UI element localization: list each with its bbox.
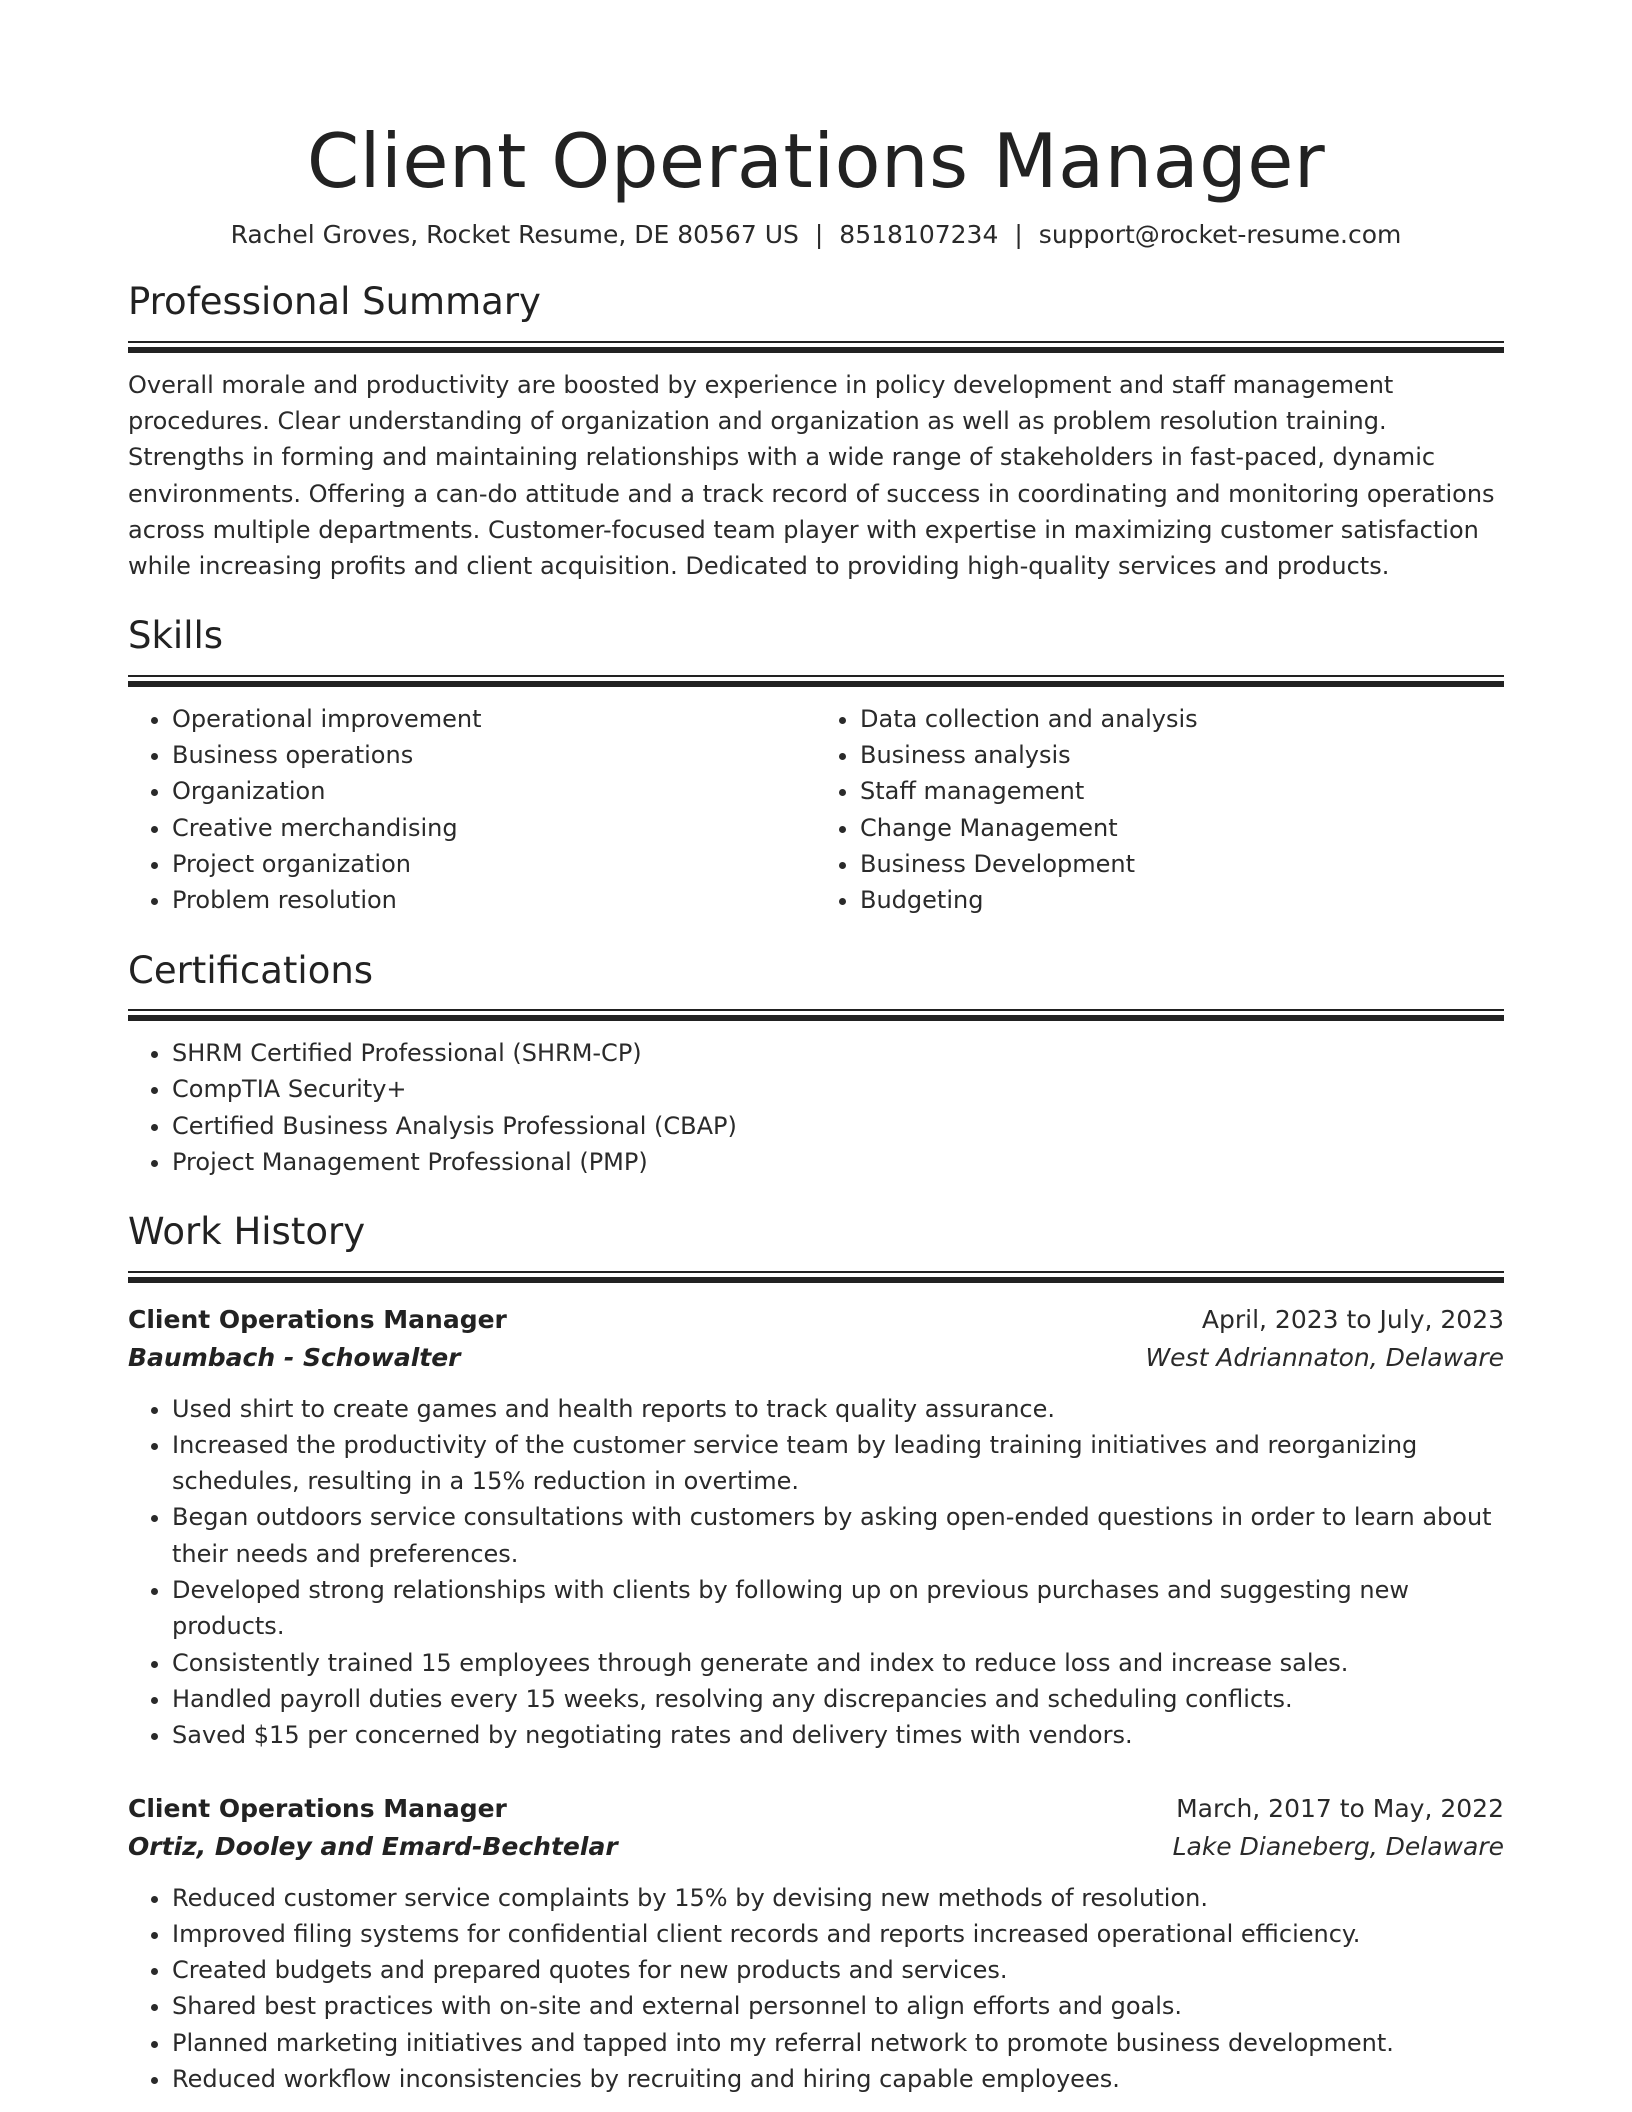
section-divider [128, 1009, 1504, 1021]
contact-phone: 8518107234 [839, 220, 999, 250]
job-duty-item: • Improved filing systems for confidential client records and reports increased operational efficiency. [172, 1916, 1504, 1952]
section-divider [128, 1271, 1504, 1283]
skill-item: • Operational improvement [172, 701, 816, 737]
contact-address: Rachel Groves, Rocket Resume, DE 80567 US [230, 220, 799, 250]
job-duties-list [128, 1391, 1504, 1754]
job-duty-item: • Planned marketing initiatives and tapped into my referral network to promote business development. [172, 2025, 1504, 2061]
job-dates: April, 2023 to July, 2023 [1201, 1304, 1504, 1334]
job-duty-item: • Began outdoors service consultations with customers by asking open-ended questions in order to learn about their needs and preferences. [172, 1499, 1504, 1572]
summary-text: Overall morale and productivity are boosted by experience in policy development and staff management procedures. Clear understanding of organization and organization as well as problem resolution training. Strengths in forming and maintaining relationships with a wide range of stakeholders in fast-paced, dynamic environments. Offering a can-do attitude and a track record of success in coordinating and monitoring operations across multiple departments. Customer-focused team player with expertise in maximizing customer satisfaction while increasing profits and client acquisition. Dedicated to providing high-quality services and products. [128, 370, 1495, 581]
skills-list-left [128, 701, 816, 919]
job-subheader-row [128, 1339, 1504, 1377]
job-location: Lake Dianeberg, Delaware [1172, 1831, 1504, 1861]
skills-section [128, 614, 1504, 918]
contact-separator: | [814, 220, 824, 250]
job-duty-item: • Consistently trained 15 employees through generate and index to reduce loss and increase sales. [172, 1645, 1504, 1681]
skill-item: • Data collection and analysis [860, 701, 1504, 737]
job-duty-item: • Developed strong relationships with clients by following up on previous purchases and suggesting new products. [172, 1572, 1504, 1645]
job-dates: March, 2017 to May, 2022 [1176, 1793, 1504, 1823]
resume-page [128, 118, 1504, 2097]
skill-item: • Business analysis [860, 737, 1504, 773]
job-company: Ortiz, Dooley and Emard-Bechtelar [128, 1831, 618, 1861]
contact-line [128, 220, 1504, 250]
certification-item: • SHRM Certified Professional (SHRM-CP) [172, 1035, 1504, 1071]
job-duty-item: • Shared best practices with on-site and external personnel to align efforts and goals. [172, 1988, 1504, 2024]
skill-item: • Change Management [860, 810, 1504, 846]
skill-item: • Problem resolution [172, 882, 816, 918]
certification-item: • CompTIA Security+ [172, 1071, 1504, 1107]
job-header-row [128, 1301, 1504, 1339]
job-title: Client Operations Manager [128, 1304, 507, 1334]
job-location: West Adriannaton, Delaware [1145, 1342, 1504, 1372]
certifications-list [128, 1035, 1504, 1180]
skill-item: • Budgeting [860, 882, 1504, 918]
skills-grid [128, 701, 1504, 919]
summary-heading: Professional Summary [128, 280, 541, 324]
work-history-heading: Work History [128, 1210, 366, 1254]
job-duty-item: • Saved $15 per concerned by negotiating rates and delivery times with vendors. [172, 1717, 1504, 1753]
job-title: Client Operations Manager [128, 1793, 507, 1823]
job-duty-item: • Created budgets and prepared quotes for new products and services. [172, 1952, 1504, 1988]
work-history-section [128, 1210, 1504, 2097]
job-header-row [128, 1790, 1504, 1828]
skill-item: • Staff management [860, 773, 1504, 809]
skill-item: • Project organization [172, 846, 816, 882]
skill-item: • Business Development [860, 846, 1504, 882]
job-duty-item: • Reduced customer service complaints by 15% by devising new methods of resolution. [172, 1880, 1504, 1916]
skills-heading: Skills [128, 614, 224, 658]
job-entry [128, 1790, 1504, 2098]
job-duty-item: • Handled payroll duties every 15 weeks, resolving any discrepancies and scheduling conflicts. [172, 1681, 1504, 1717]
job-duty-item: • Used shirt to create games and health reports to track quality assurance. [172, 1391, 1504, 1427]
certifications-section [128, 949, 1504, 1181]
certification-item: • Certified Business Analysis Professional (CBAP) [172, 1108, 1504, 1144]
job-duty-item: • Increased the productivity of the customer service team by leading training initiatives and reorganizing schedules, resulting in a 15% reduction in overtime. [172, 1427, 1504, 1500]
job-duties-list [128, 1880, 1504, 2098]
summary-section [128, 280, 1504, 584]
job-duty-item: • Reduced workflow inconsistencies by recruiting and hiring capable employees. [172, 2061, 1504, 2097]
job-subheader-row [128, 1828, 1504, 1866]
section-divider [128, 675, 1504, 687]
contact-email[interactable]: support@rocket-resume.com [1038, 220, 1402, 250]
skill-item: • Organization [172, 773, 816, 809]
resume-title: Client Operations Manager [306, 117, 1326, 205]
skill-item: • Business operations [172, 737, 816, 773]
skills-list-right [816, 701, 1504, 919]
certifications-heading: Certifications [128, 948, 374, 992]
section-divider [128, 341, 1504, 353]
job-entry [128, 1301, 1504, 1754]
skill-item: • Creative merchandising [172, 810, 816, 846]
certification-item: • Project Management Professional (PMP) [172, 1144, 1504, 1180]
contact-separator: | [1014, 220, 1023, 250]
job-company: Baumbach - Schowalter [128, 1342, 461, 1372]
